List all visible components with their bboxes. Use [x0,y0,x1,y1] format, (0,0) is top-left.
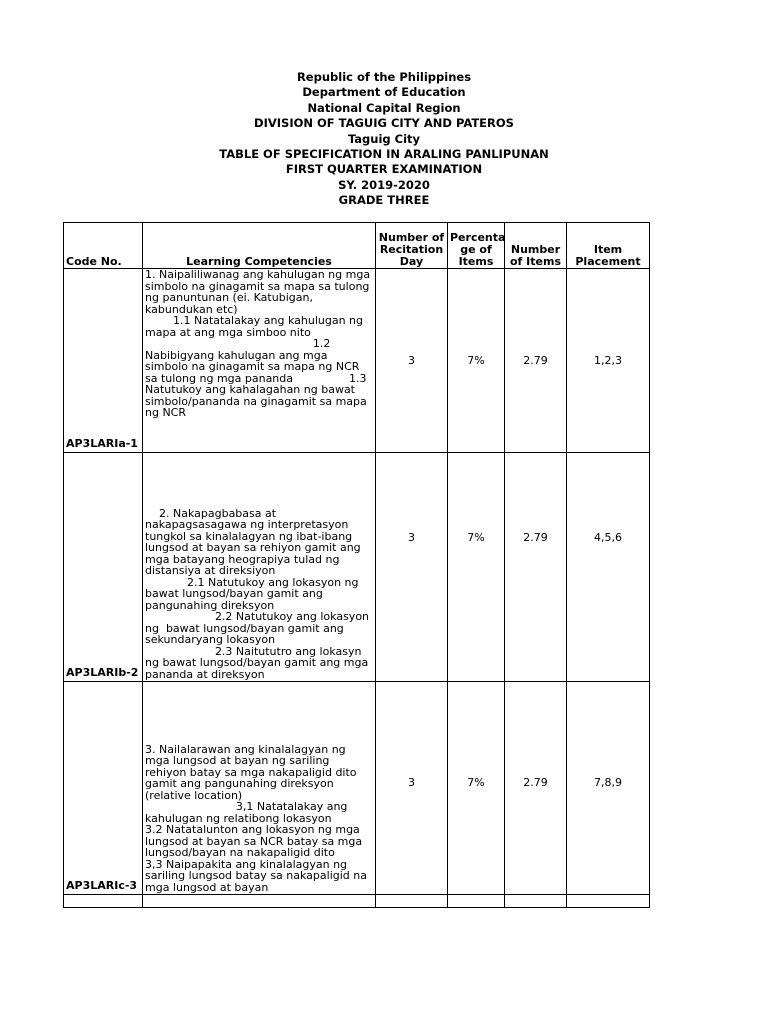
competency-line: 2.2 Natutukoy ang lokasyon ng bawat lungsod/bayan gamit ang sekundaryang lokasyon [145,610,373,646]
header-line-exam: FIRST QUARTER EXAMINATION [285,162,483,177]
row-recitation: 3 [376,269,448,453]
competency-line: 3.2 Natatalunton ang lokasyon ng mga lungsod at bayan sa NCR batay sa mga lungsod/bayan na nakapaligid dito [145,823,366,859]
row-competencies [143,682,376,895]
row-code: AP3LARIa-1 [64,269,143,453]
blank-cell [376,895,448,908]
competency-line: 2.3 Naitututro ang lokasyn ng bawat lungsod/bayan gamit ang mga pananda at direksyon [145,644,372,681]
header-line-region: National Capital Region [307,100,461,115]
col-header-code: Code No. [64,223,143,269]
table-row [64,269,650,453]
header-line-city: Taguig City [347,131,421,146]
table-row [64,682,650,895]
col-header-competencies: Learning Competencies [143,223,376,269]
competency-line: 1.2 Nabibigyang kahulugan ang mga simbolo na ginagamit sa mapa ng NCR sa tulong ng mga pananda 1.3 Natutukoy ang kahalagahan ng bawat simbolo/pananda na ginagamit sa mapa ng NCR [145,337,371,419]
table-row [64,453,650,682]
competency-line: 3,3 Naipapakita ang kinalalagyan ng sariling lungsod batay sa nakapaligid na mga lungsod at bayan [145,857,371,894]
document-header [0,70,768,209]
row-recitation: 3 [376,682,448,895]
blank-cell [505,895,567,908]
row-percentage: 7% [448,269,505,453]
competency-line: 2. Nakapagbabasa at nakapagsasagawa ng interpretasyon tungkol sa kinalalagyan ng ibat-ibang lungsod at bayan sa rehiyon gamit ang mga batayang heograpiya tulad ng distansiya at direksiyon [145,506,365,577]
header-line-division: DIVISION OF TAGUIG CITY AND PATEROS [254,116,514,131]
competency-line: 3. Nailalarawan ang kinalalagyan ng mga lungsod at bayan ng sariling rehiyon batay sa mga nakapaligid dito gamit ang pangunahing direksyon (relative location) [145,742,361,802]
blank-cell [448,895,505,908]
row-placement: 7,8,9 [567,682,650,895]
row-code: AP3LARIc-3 [64,682,143,895]
col-header-recitation: Number of Recitation Day [376,223,448,269]
col-header-items: Number of Items [505,223,567,269]
row-recitation: 3 [376,453,448,682]
row-placement: 4,5,6 [567,453,650,682]
specification-table [63,222,650,908]
header-line-department: Department of Education [302,85,466,100]
blank-cell [567,895,650,908]
row-items: 2.79 [505,453,567,682]
competency-line: 3,1 Natatalakay ang kahulugan ng relatibong lokasyon [145,800,351,825]
row-competencies [143,453,376,682]
header-line-title: TABLE OF SPECIFICATION IN ARALING PANLIPUNAN [219,146,549,161]
competency-line: 2.1 Natutukoy ang lokasyon ng bawat lungsod/bayan gamit ang pangunahing direksyon [145,575,362,612]
row-competencies [143,269,376,453]
header-line-republic: Republic of the Philippines [296,70,472,84]
row-percentage: 7% [448,453,505,682]
row-code: AP3LARIb-2 [64,453,143,682]
col-header-percentage: Percenta ge of Items [448,223,505,269]
header-line-school-year: SY. 2019-2020 [338,177,430,192]
blank-row [64,895,650,908]
table-header-row [64,223,650,269]
col-header-placement: Item Placement [567,223,650,269]
competency-line: 1. Naipaliliwanag ang kahulugan ng mga simbolo na ginagamit sa mapa sa tulong ng panuntunan (ei. Katubigan, kabundukan etc) [145,268,374,316]
row-placement: 1,2,3 [567,269,650,453]
row-items: 2.79 [505,682,567,895]
blank-cell [143,895,376,908]
header-line-grade: GRADE THREE [338,193,430,208]
blank-cell [64,895,143,908]
row-items: 2.79 [505,269,567,453]
row-percentage: 7% [448,682,505,895]
competency-line: 1.1 Natatalakay ang kahulugan ng mapa at ang mga simboo nito [145,314,367,339]
